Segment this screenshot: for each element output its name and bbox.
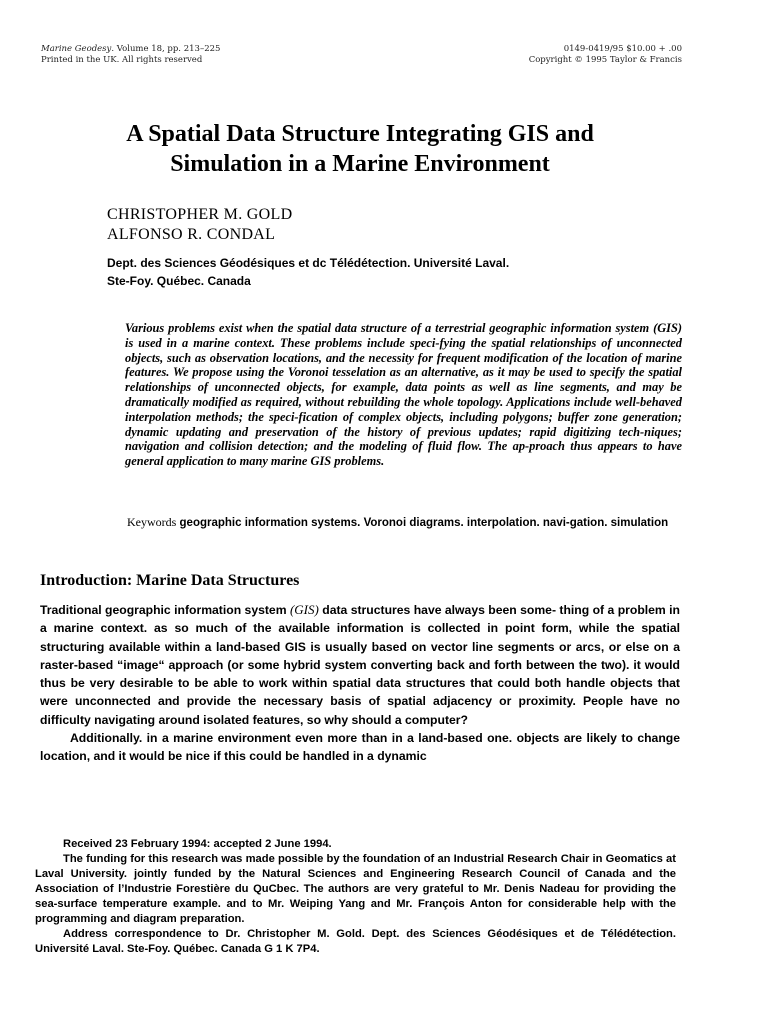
affiliation-line-2: Ste-Foy. Québec. Canada	[107, 274, 251, 288]
keywords	[127, 514, 682, 531]
copyright-notice: Copyright © 1995 Taylor & Francis	[528, 55, 682, 65]
affiliation-line-1: Dept. des Sciences Géodésiques et dc Télédétection. Université Laval.	[107, 256, 510, 270]
author-name: ALFONSO R. CONDAL	[107, 226, 276, 243]
journal-header-right	[529, 44, 682, 66]
journal-header-left	[41, 44, 220, 66]
funding-note: The funding for this research was made possible by the foundation of an Industrial Research Chair in Geomatics at Laval University. jointly funded by the Natural Sciences and Engineering Research Council of Canada and the Association of l’Industrie Forestière du QuCbec. The authors are very grateful to Mr. Denis Nadeau for providing the sea-surface temperature example. and to Mr. Weiping Yang and Mr. François Anton for considerable help with the programming and diagram preparation.	[35, 853, 676, 925]
keywords-label: Keywords	[127, 515, 177, 529]
author-list	[107, 205, 292, 245]
section-heading: Introduction: Marine Data Structures	[40, 572, 300, 589]
title-line-2: Simulation in a Marine Environment	[170, 151, 550, 177]
journal-name: Marine Geodesy	[41, 44, 112, 54]
introduction-body	[40, 601, 680, 766]
keywords-text: geographic information systems. Voronoi diagrams. interpolation. navi-gation. simulation	[179, 517, 669, 529]
paragraph-rest: data structures have always been some- thing of a problem in a marine context. as so much of the available information is collected in point form, while the spatial structuring available within a land-based GIS is usually based on vector line segments or arcs, or else on a raster-based “image“ approach (or some hybrid system converting back and forth between the two). it would thus be very desirable to be able to work within spatial data structures that could both handle objects that were unconnected and provide the necessary basis of spatial adjacency or proximity. People have no difficulty navigating around isolated features, so why should a computer?	[40, 603, 680, 727]
affiliation	[107, 254, 509, 290]
address-note: Address correspondence to Dr. Christopher M. Gold. Dept. des Sciences Géodésiques et de Télédétection. Université Laval. Ste-Foy. Québec. Canada G 1 K 7P4.	[35, 928, 676, 955]
journal-volume: . Volume 18, pp. 213–225	[111, 44, 221, 54]
paper-title	[40, 119, 680, 179]
paragraph: Additionally. in a marine environment even more than in a land-based one. objects are likely to change location, and it would be nice if this could be handled in a dynamic	[40, 731, 680, 764]
footnotes	[35, 837, 676, 957]
title-line-1: A Spatial Data Structure Integrating GIS and	[126, 121, 594, 147]
printed-notice: Printed in the UK. All rights reserved	[41, 55, 203, 65]
paragraph-start: Traditional geographic information system	[40, 603, 287, 617]
gis-abbreviation: (GIS)	[289, 602, 319, 617]
author-name: CHRISTOPHER M. GOLD	[107, 206, 293, 223]
abstract: Various problems exist when the spatial data structure of a terrestrial geographic information system (GIS) is used in a marine context. These problems include speci-fying the spatial relationships of unconnected objects, such as observation locations, and the necessity for frequent modification of the location of marine features. We propose using the Voronoi tesselation as an alternative, as it may be used to specify the spatial relationships of unconnected objects, for example, data points as well as line segments, and may be dramatically modified as required, without rebuilding the whole topology. Applications include well-behaved interpolation methods; the speci-fication of complex objects, including polygons; buffer zone generation; dynamic updating and preservation of the history of previous updates; rapid digitizing tech-niques; navigation and collision detection; and the modeling of fluid flow. The ap-proach thus appears to have general application to many marine GIS problems.	[125, 321, 682, 469]
journal-code: 0149-0419/95 $10.00 + .00	[563, 44, 682, 54]
paragraph	[40, 601, 680, 729]
received-note: Received 23 February 1994: accepted 2 June 1994.	[63, 838, 332, 850]
